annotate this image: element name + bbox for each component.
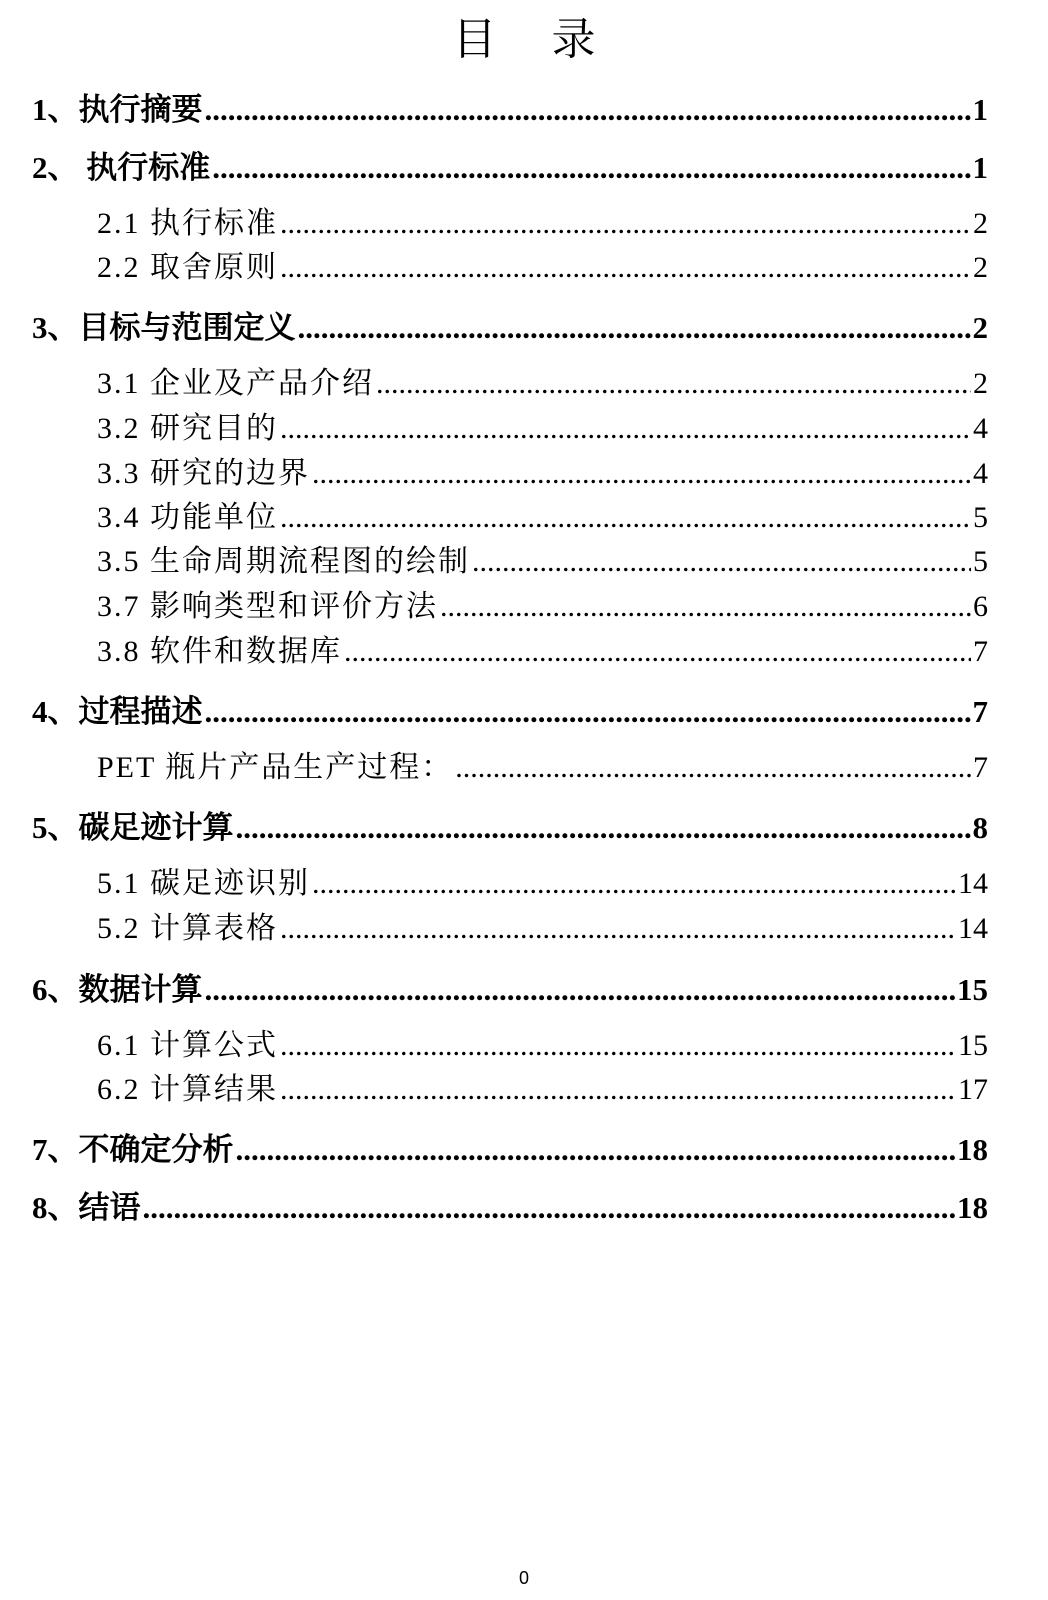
toc-leader-dots [205,694,971,730]
toc-leader-dots [205,92,971,128]
toc-entry-page: 4 [973,412,988,445]
toc-leader-dots [472,545,971,579]
toc-entry-page: 18 [957,1132,988,1167]
toc-entry-label: 7、不确定分析 [32,1132,234,1167]
toc-entry-label: 3.7 影响类型和评价方法 [97,590,438,623]
toc-entry-5[interactable] [32,802,988,846]
toc-leader-dots [344,635,971,669]
toc-leader-dots [205,972,956,1008]
toc-entry-2-1[interactable] [97,198,988,242]
toc-entry-page: 14 [958,867,988,900]
toc-entry-page: 1 [972,150,988,185]
toc-entry-label: PET 瓶片产品生产过程： [97,751,454,784]
toc-entry-page: 14 [958,912,988,945]
toc-entry-page: 8 [972,810,988,845]
toc-entry-page: 2 [973,207,988,240]
toc-entry-page: 2 [973,251,988,284]
toc-entry-page: 5 [973,501,988,534]
toc-leader-dots [298,310,971,346]
toc-entry-3-4[interactable] [97,492,988,536]
toc-entry-page: 2 [973,367,988,400]
toc-entry-2-2[interactable] [97,242,988,286]
toc-leader-dots [280,501,971,535]
toc-entry-label: 6、数据计算 [32,972,203,1007]
toc-entry-page: 2 [972,310,988,345]
toc-entry-4[interactable] [32,686,988,730]
toc-entry-label: 2、 执行标准 [32,150,211,185]
toc-leader-dots [212,150,970,186]
toc-entry-3-2[interactable] [97,403,988,447]
toc-leader-dots [455,751,971,785]
toc-entry-4-pet[interactable] [97,742,988,786]
toc-entry-label: 3、目标与范围定义 [32,310,296,345]
toc-entry-label: 1、执行摘要 [32,92,203,127]
toc-entry-page: 15 [957,972,988,1007]
toc-entry-label: 3.1 企业及产品介绍 [97,367,374,400]
toc-entry-page: 6 [973,590,988,623]
toc-entry-page: 1 [972,92,988,127]
toc-entry-page: 7 [973,635,988,668]
toc-entry-label: 3.3 研究的边界 [97,457,310,490]
toc-entry-page: 17 [958,1073,988,1106]
toc-entry-label: 2.2 取舍原则 [97,251,278,284]
toc-leader-dots [312,867,956,901]
toc-entry-label: 8、结语 [32,1190,141,1225]
toc-entry-2[interactable] [32,142,988,186]
toc-entry-6-2[interactable] [97,1064,988,1108]
toc-entry-page: 5 [973,545,988,578]
toc-entry-label: 5.1 碳足迹识别 [97,867,310,900]
toc-entry-label: 3.5 生命周期流程图的绘制 [97,545,470,578]
page-number: 0 [518,1568,529,1588]
toc-entry-page: 15 [958,1029,988,1062]
toc-entry-label: 6.2 计算结果 [97,1073,278,1106]
toc-entry-label: 5、碳足迹计算 [32,810,234,845]
toc-entry-page: 18 [957,1190,988,1225]
toc-entry-5-2[interactable] [97,903,988,947]
toc-entry-page: 7 [972,694,988,729]
toc-entry-3-1[interactable] [97,358,988,402]
toc-entry-7[interactable] [32,1124,988,1168]
toc-leader-dots [143,1190,956,1226]
toc-leader-dots [376,367,971,401]
toc-entry-6[interactable] [32,964,988,1008]
toc-entry-3-7[interactable] [97,581,988,625]
toc-entry-label: 3.8 软件和数据库 [97,635,342,668]
toc-entry-page: 4 [973,457,988,490]
toc-entry-3-8[interactable] [97,626,988,670]
toc-entry-page: 7 [973,751,988,784]
toc-leader-dots [236,810,971,846]
toc-entry-6-1[interactable] [97,1020,988,1064]
toc-leader-dots [280,912,956,946]
toc-entry-label: 2.1 执行标准 [97,207,278,240]
toc-entry-1[interactable] [32,84,988,128]
toc-entry-8[interactable] [32,1182,988,1226]
toc-entry-label: 3.4 功能单位 [97,501,278,534]
toc-entry-label: 6.1 计算公式 [97,1029,278,1062]
toc-entry-label: 4、过程描述 [32,694,203,729]
toc-entry-3-3[interactable] [97,448,988,492]
toc-leader-dots [280,207,971,241]
toc-leader-dots [280,1029,956,1063]
toc-leader-dots [280,251,971,285]
toc-entry-label: 5.2 计算表格 [97,912,278,945]
toc-leader-dots [236,1132,956,1168]
toc-entry-3[interactable] [32,302,988,346]
toc-entry-5-1[interactable] [97,858,988,902]
toc-leader-dots [312,457,971,491]
toc-entry-3-5[interactable] [97,536,988,580]
toc-leader-dots [280,412,971,446]
toc-title: 目 录 [452,15,618,64]
toc-leader-dots [440,590,971,624]
toc-leader-dots [280,1073,956,1107]
toc-entry-label: 3.2 研究目的 [97,412,278,445]
